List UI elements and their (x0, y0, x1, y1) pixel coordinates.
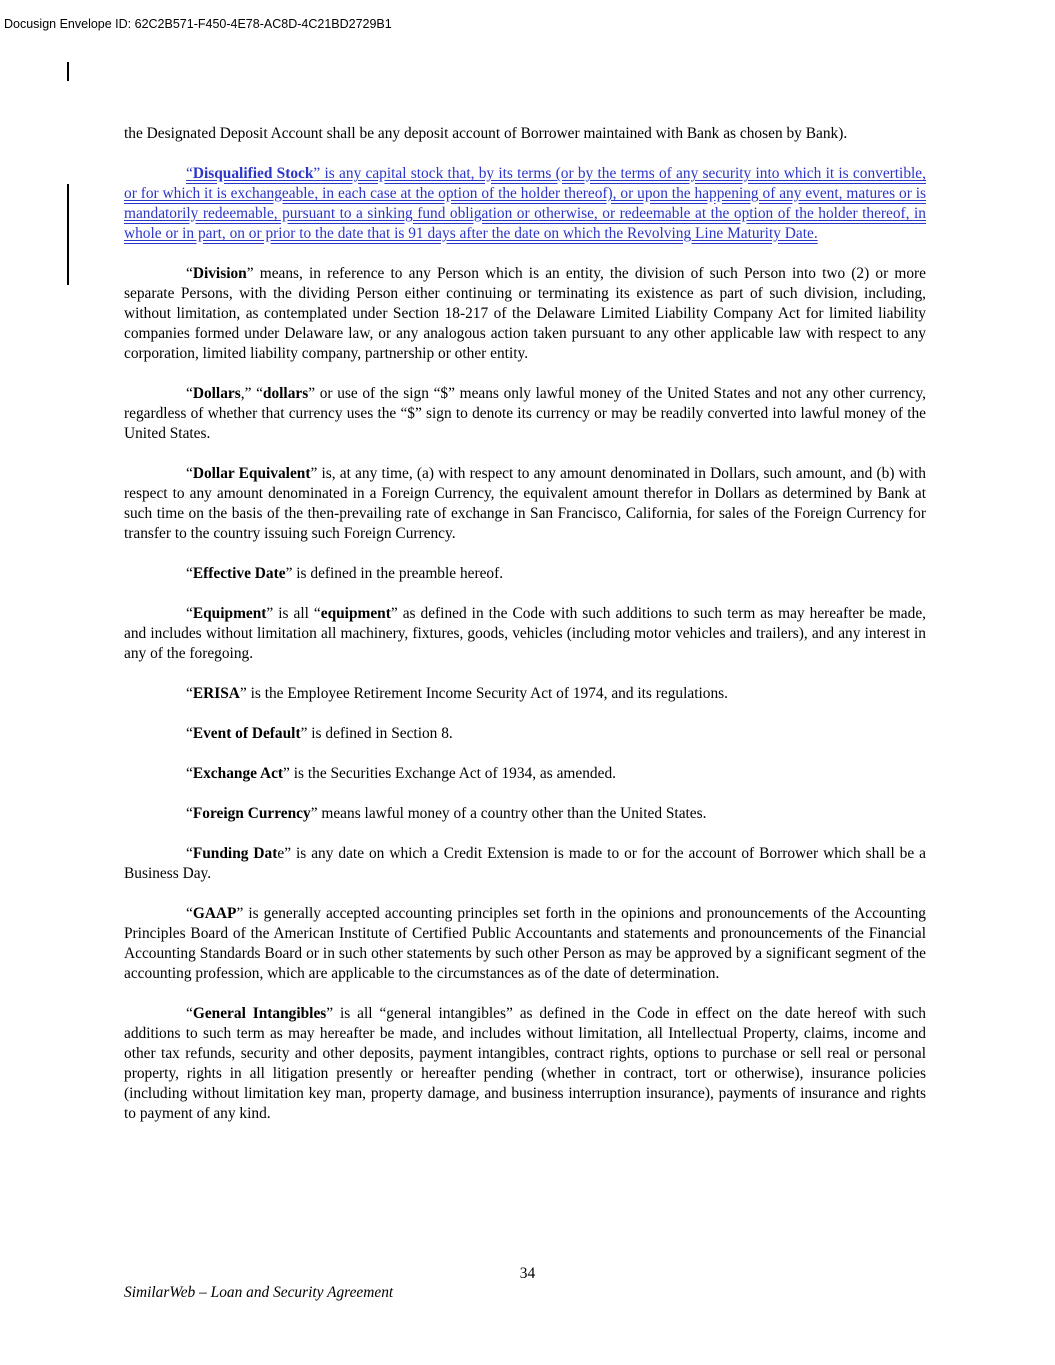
definition-text: is defined in Section 8. (307, 725, 453, 742)
defined-term: Foreign Currency (192, 805, 311, 822)
definition-text: is all “general intangibles” as defined in the Code in effect on the date hereof with such additions to such term as may hereafter be made, and includes without limitation, all Intellectual Property, claims, income and other tax refunds, security and other deposits, payment intangibles, contract rights, options to purchase or sell real or personal property, rights in all litigation presently or hereafter pending (whether in contract, tort or otherwise), insurance policies (including without limitation key man, property damage, and business interruption insurance), payments of insurance and rights to payment of any kind. (124, 1005, 926, 1122)
defined-term: Dollar Equivalent (192, 465, 311, 482)
definition-effective-date: “Effective Date” is defined in the preamble hereof. (186, 565, 504, 582)
definition-disqualified-stock: “Disqualified Stock” is any capital stock that, by its terms (or by the terms of any security into which it is convertible, or for which it is exchangeable, in each case at the option of the holder thereof), or upon the happening of any event, matures or is mandatorily redeemable, pursuant to a sinking fund obligation or otherwise, or redeemable at the option of the holder thereof, in whole or in part, on or prior to the date that is 91 days after the date on which the Revolving Line Maturity Date. (124, 165, 926, 242)
continuation-text: the Designated Deposit Account shall be any deposit account of Borrower maintained with Bank as chosen by Bank). (124, 125, 848, 142)
definition-text: is the Employee Retirement Income Security Act of 1974, and its regulations. (246, 685, 729, 702)
definition-division: “Division” means, in reference to any Person which is an entity, the division of such Person into two (2) or more separate Persons, with the dividing Person either continuing or terminating its existence as part of such division, including, without limitation, as contemplated under Section 18-217 of the Delaware Limited Liability Company Act for limited liability companies formed under Delaware law, or any analogous action taken pursuant to any other applicable law with respect to any corporation, limited liability company, partnership or other entity. (124, 265, 926, 362)
definition-general-intangibles: “General Intangibles” is all “general intangibles” as defined in the Code in effect on the date hereof with such additions to such term as may hereafter be made, and includes without limitation, all Intellectual Property, claims, income and other tax refunds, security and other deposits, payment intangibles, contract rights, options to purchase or sell real or personal property, rights in all litigation presently or hereafter pending (whether in contract, tort or otherwise), insurance policies (including without limitation key man, property damage, and business interruption insurance), payments of insurance and rights to payment of any kind. (124, 1005, 926, 1122)
definition-text: is the Securities Exchange Act of 1934, as amended. (289, 765, 616, 782)
defined-term: Division (192, 265, 247, 282)
defined-term-alt: equipment (320, 605, 391, 622)
definition-dollar-equivalent: “Dollar Equivalent” is, at any time, (a) with respect to any amount denominated in Dollars, such amount, and (b) with respect to any amount denominated in a Foreign Currency, the equivalent amount therefor in Dollars as determined by Bank at such time on the basis of the then-prevailing rate of exchange in San Francisco, California, for sales of the Foreign Currency for transfer to the country issuing such Foreign Currency. (124, 465, 926, 542)
definition-equipment: “Equipment” is all “equipment” as defined in the Code with such additions to such term as may hereafter be made, and includes without limitation all machinery, fixtures, goods, vehicles (including motor vehicles and trailers), and any interest in any of the foregoing. (124, 605, 926, 662)
definition-text: is generally accepted accounting principles set forth in the opinions and pronouncements of the Accounting Principles Board of the American Institute of Certified Public Accountants and statements and pronouncements of the Financial Accounting Standards Board or in such other statements by such other Person as may be approved by a significant segment of the accounting profession, which are applicable to the circumstances as of the date of determination. (124, 905, 926, 982)
definition-text: means, in reference to any Person which is an entity, the division of such Person into two (2) or more separate Persons, with the dividing Person either continuing or terminating its existence as part of such division, including, without limitation, as contemplated under Section 18-217 of the Delaware Limited Liability Company Act for limited liability companies formed under Delaware law, or any analogous action taken pursuant to any other applicable law with respect to any corporation, limited liability company, partnership or other entity. (124, 265, 926, 362)
definition-text: is defined in the preamble hereof. (292, 565, 504, 582)
definition-dollars: “Dollars,” “dollars” or use of the sign “$” means only lawful money of the United States and not any other currency, regardless of whether that currency uses the “$” sign to denote its currency or may be readily converted into lawful money of the United States. (124, 385, 926, 442)
footer-document-title: SimilarWeb – Loan and Security Agreement (124, 1284, 394, 1301)
defined-term: Dollars (192, 385, 241, 402)
defined-term: ERISA (192, 685, 240, 702)
definition-funding-date: “Funding Date” is any date on which a Credit Extension is made to or for the account of Borrower which shall be a Business Day. (124, 845, 926, 882)
definition-text: means lawful money of a country other than the United States. (317, 805, 707, 822)
definition-text: is, at any time, (a) with respect to any amount denominated in Dollars, such amount, and (b) with respect to any amount denominated in a Foreign Currency, the equivalent amount therefor in Dollars as determined by Bank at such time on the basis of the then-prevailing rate of exchange in San Francisco, California, for sales of the Foreign Currency for transfer to the country issuing such Foreign Currency. (124, 465, 926, 542)
definition-continuation (124, 124, 926, 144)
defined-term: Funding Dat (192, 845, 278, 862)
definition-text: or use of the sign “$” means only lawful money of the United States and not any other currency, regardless of whether that currency uses the “$” sign to denote its currency or may be readily converted into lawful money of the United States. (124, 385, 926, 442)
defined-term: General Intangibles (192, 1005, 327, 1022)
defined-term: Disqualified Stock (192, 165, 314, 182)
defined-term-alt: dollars (262, 385, 309, 402)
change-bar-top (67, 62, 69, 81)
defined-term: Effective Date (192, 565, 286, 582)
definition-text: is any date on which a Credit Extension is made to or for the account of Borrower which shall be a Business Day. (124, 845, 926, 882)
definition-erisa: “ERISA” is the Employee Retirement Income Security Act of 1974, and its regulations. (186, 685, 729, 702)
definition-exchange-act: “Exchange Act” is the Securities Exchange Act of 1934, as amended. (186, 765, 616, 782)
definition-event-of-default: “Event of Default” is defined in Section 8. (186, 725, 453, 742)
page-number: 34 (519, 1265, 536, 1282)
document-body (124, 124, 926, 1144)
definition-gaap: “GAAP” is generally accepted accounting principles set forth in the opinions and pronouncements of the Accounting Principles Board of the American Institute of Certified Public Accountants and statements and pronouncements of the Financial Accounting Standards Board or in such other statements by such other Person as may be approved by a significant segment of the accounting profession, which are applicable to the circumstances as of the date of determination. (124, 905, 926, 982)
defined-term: GAAP (192, 905, 237, 922)
change-bar-disqualified-stock (67, 184, 69, 285)
defined-term: Exchange Act (192, 765, 284, 782)
definition-foreign-currency: “Foreign Currency” means lawful money of a country other than the United States. (186, 805, 707, 822)
defined-term: Equipment (192, 605, 267, 622)
definition-text: is any capital stock that, by its terms (or by the terms of any security into which it is convertible, or for which it is exchangeable, in each case at the option of the holder thereof), or upon the happening of any event, matures or is mandatorily redeemable, pursuant to a sinking fund obligation or otherwise, or redeemable at the option of the holder thereof, in whole or in part, on or prior to the date that is 91 days after the date on which the Revolving Line Maturity Date. (124, 165, 926, 242)
definition-text: as defined in the Code with such additions to such term as may hereafter be made, and includes without limitation all machinery, fixtures, goods, vehicles (including motor vehicles and trailers), and any interest in any of the foregoing. (124, 605, 926, 662)
defined-term: Event of Default (192, 725, 301, 742)
docusign-envelope-id: Docusign Envelope ID: 62C2B571-F450-4E78-AC8D-4C21BD2729B1 (4, 17, 392, 31)
